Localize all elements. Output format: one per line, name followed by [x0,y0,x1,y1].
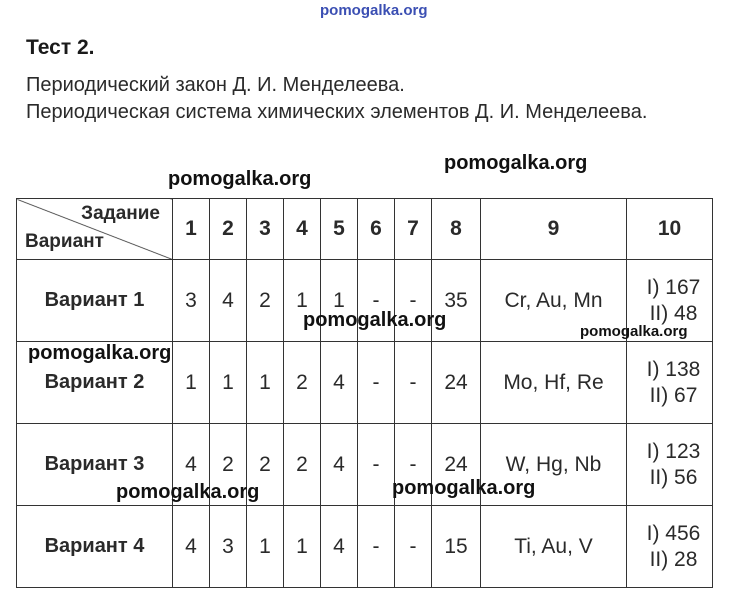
column-header: 5 [321,199,358,260]
answer-cell: 4 [321,424,358,506]
answer-cell: 1 [247,506,284,588]
answer-cell: 35 [432,260,481,342]
answer-cell: 4 [210,260,247,342]
header-task-label: Задание [81,203,160,224]
answer-cell: 4 [321,342,358,424]
subtitle-line-2: Периодическая система химических элементов Д. И. Менделеева. [26,101,648,123]
answer-line: I) 167 [646,275,701,299]
column-header: 6 [358,199,395,260]
answer-cell: - [358,424,395,506]
column-header: 1 [173,199,210,260]
answer-cell: 24 [432,424,481,506]
column-header: 8 [432,199,481,260]
answer-cell: 4 [173,506,210,588]
answer-cell: - [395,342,432,424]
column-header: 10 [627,199,713,260]
answer-cell: - [395,424,432,506]
answer-cell: 4 [173,424,210,506]
column-header: 2 [210,199,247,260]
answer-cell: 2 [247,260,284,342]
answer-line: II) 56 [649,465,698,489]
answer-cell-10 [627,424,713,506]
subtitle-line-1: Периодический закон Д. И. Менделеева. [26,74,405,96]
column-header: 7 [395,199,432,260]
variant-label: Вариант 1 [17,260,173,342]
answer-cell: 15 [432,506,481,588]
answer-cell: 2 [210,424,247,506]
column-header: 9 [481,199,627,260]
answer-cell: 3 [210,506,247,588]
watermark: pomogalka.org [392,477,536,499]
watermark: pomogalka.org [28,342,172,364]
answer-cell: - [395,506,432,588]
answer-cell: - [358,342,395,424]
answer-cell: 3 [173,260,210,342]
answer-cell: 2 [247,424,284,506]
answer-cell-10 [627,506,713,588]
answer-cell: - [358,260,395,342]
answer-line: II) 28 [649,547,698,571]
answer-line: II) 67 [649,383,698,407]
answer-cell: W, Hg, Nb [481,424,627,506]
variant-label: Вариант 4 [17,506,173,588]
answer-cell: 1 [321,260,358,342]
answer-cell: 24 [432,342,481,424]
watermark: pomogalka.org [116,481,260,503]
header-variant-label: Вариант [25,231,104,252]
answer-cell: - [395,260,432,342]
watermark: pomogalka.org [303,309,447,331]
answer-cell: 1 [210,342,247,424]
answer-cell: Mo, Hf, Re [481,342,627,424]
column-header: 4 [284,199,321,260]
answer-cell-10 [627,342,713,424]
watermark: pomogalka.org [444,152,588,174]
answer-line: I) 123 [646,439,701,463]
answer-cell: 2 [284,424,321,506]
answer-cell: - [358,506,395,588]
answer-cell: Cr, Au, Mn [481,260,627,342]
answer-line: II) 48 [649,301,698,325]
answer-line: I) 138 [646,357,701,381]
page-title: Тест 2. [26,36,95,59]
table-row [17,506,713,588]
answer-cell: 1 [173,342,210,424]
variant-label: Вариант 2 [17,342,173,424]
watermark-top: pomogalka.org [320,2,428,19]
answer-cell: 1 [247,342,284,424]
column-header: 3 [247,199,284,260]
answers-table [16,198,713,588]
table-header-row [17,199,713,260]
watermark: pomogalka.org [168,168,312,190]
answer-line: I) 456 [646,521,701,545]
answer-cell: 1 [284,506,321,588]
header-corner-cell [17,199,173,260]
answer-cell: Ti, Au, V [481,506,627,588]
watermark: pomogalka.org [580,323,688,340]
answer-cell: 4 [321,506,358,588]
answer-cell: 1 [284,260,321,342]
answer-cell: 2 [284,342,321,424]
variant-label: Вариант 3 [17,424,173,506]
